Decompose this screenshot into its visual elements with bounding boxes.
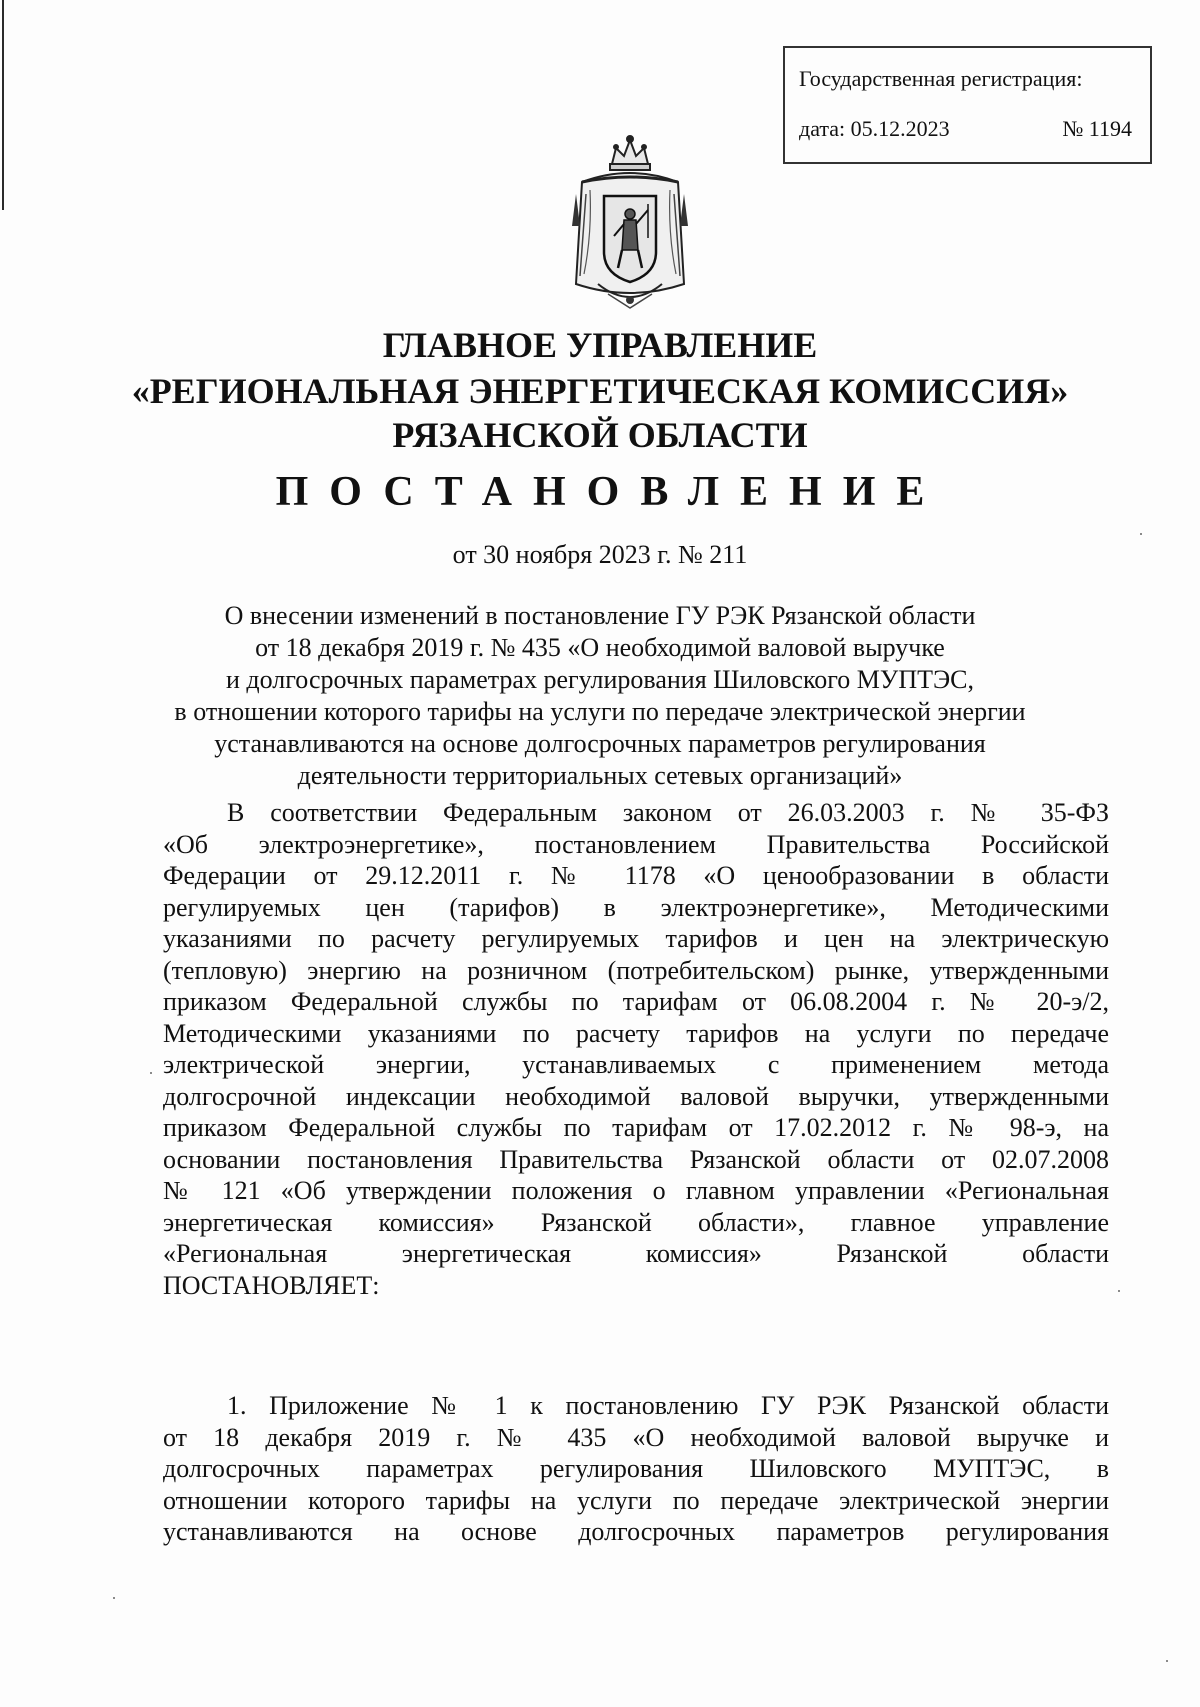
clause-line: устанавливаются на основе долгосрочных параметров регулирования [163,1517,1109,1546]
authority-name-line-2: «РЕГИОНАЛЬНАЯ ЭНЕРГЕТИЧЕСКАЯ КОМИССИЯ» [131,371,1069,411]
subject-line: устанавливаются на основе долгосрочных параметров регулирования [214,729,986,758]
document-subject [120,600,1080,792]
preamble-line: долгосрочной индексации необходимой валовой выручки, утвержденными [163,1081,1109,1111]
scan-speck [1140,533,1142,535]
preamble-line: приказом Федеральной службы по тарифам от 06.08.2004 г. № 20-э/2, [163,987,1109,1016]
preamble-line: электрической энергии, устанавливаемых с применением метода [163,1050,1109,1079]
subject-line: в отношении которого тарифы на услуги по передаче электрической энергии [174,697,1026,726]
registration-stamp [783,46,1152,164]
resolves-keyword: ПОСТАНОВЛЯЕТ: [163,1270,380,1300]
subject-line: деятельности территориальных сетевых организаций» [297,761,903,790]
scan-speck [1118,1290,1120,1292]
preamble-line: «Об электроэнергетике», постановлением Правительства Российской [163,829,1109,859]
preamble-line: регулируемых цен (тарифов) в электроэнергетике», Методическими [163,892,1109,922]
preamble-line: В соответствии Федеральным законом от 26.03.2003 г. № 35-ФЗ [227,798,1109,827]
document-type-title: ПОСТАНОВЛЕНИЕ [275,469,946,515]
scan-speck [113,1597,115,1599]
registration-date: дата: 05.12.2023 [799,116,950,141]
authority-name-line-1: ГЛАВНОЕ УПРАВЛЕНИЕ [382,325,818,365]
subject-line: О внесении изменений в постановление ГУ РЭК Рязанской области [224,601,976,630]
preamble-line: энергетическая комиссия» Рязанской области», главное управление [163,1207,1109,1237]
preamble-line: № 121 «Об утверждении положения о главном управлении «Региональная [163,1176,1109,1205]
scan-edge-line [2,0,4,210]
document-date-number: от 30 ноября 2023 г. № 211 [452,540,748,569]
preamble-line: «Региональная энергетическая комиссия» Рязанской области [163,1239,1109,1268]
scan-speck [150,1072,152,1074]
subject-line: и долгосрочных параметрах регулирования Шиловского МУПТЭС, [226,665,974,694]
scan-speck [1166,1660,1168,1662]
registration-number: № 1194 [1062,116,1132,141]
preamble-line: Федерации от 29.12.2011 г. № 1178 «О ценообразовании в области [163,861,1109,890]
clause-line: 1. Приложение № 1 к постановлению ГУ РЭК Рязанской области [227,1391,1109,1420]
clause-line: долгосрочных параметрах регулирования Шиловского МУПТЭС, в [163,1454,1109,1483]
preamble-line: приказом Федеральной службы по тарифам от 17.02.2012 г. № 98-э, на [163,1113,1109,1142]
preamble-line: указаниями по расчету регулируемых тарифов и цен на электрическую [163,924,1109,953]
subject-line: от 18 декабря 2019 г. № 435 «О необходимой валовой выручке [255,633,945,662]
preamble-paragraph [163,797,1109,1301]
registration-title: Государственная регистрация: [799,66,1083,91]
authority-name-line-3: РЯЗАНСКОЙ ОБЛАСТИ [392,415,808,455]
preamble-line: основании постановления Правительства Рязанской области от 02.07.2008 [163,1144,1109,1174]
ryazan-coat-of-arms-icon [568,134,692,312]
preamble-line: Методическими указаниями по расчету тарифов на услуги по передаче [163,1018,1109,1048]
clause-1-paragraph [163,1390,1109,1548]
clause-line: отношении которого тарифы на услуги по передаче электрической энергии [163,1485,1109,1515]
clause-line: от 18 декабря 2019 г. № 435 «О необходимой валовой выручке и [163,1422,1109,1452]
preamble-line: (тепловую) энергию на розничном (потребительском) рынке, утвержденными [163,955,1109,985]
